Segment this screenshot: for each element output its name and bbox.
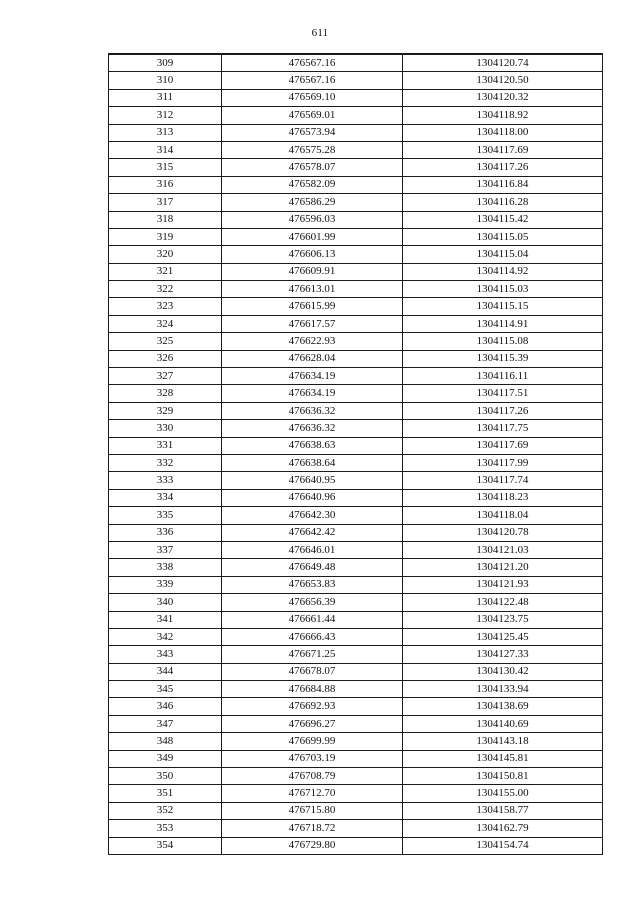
point-number-cell: 350 [109, 768, 222, 785]
point-number-cell: 339 [109, 576, 222, 593]
point-number-cell: 354 [109, 837, 222, 854]
x-coordinate-cell: 476699.99 [222, 733, 403, 750]
y-coordinate-cell: 1304118.00 [403, 124, 603, 141]
point-number-cell: 312 [109, 107, 222, 124]
x-coordinate-cell: 476661.44 [222, 611, 403, 628]
x-coordinate-cell: 476708.79 [222, 768, 403, 785]
y-coordinate-cell: 1304117.99 [403, 454, 603, 471]
point-number-cell: 333 [109, 472, 222, 489]
y-coordinate-cell: 1304120.50 [403, 72, 603, 89]
y-coordinate-cell: 1304150.81 [403, 768, 603, 785]
table-row [109, 420, 603, 437]
x-coordinate-cell: 476678.07 [222, 663, 403, 680]
point-number-cell: 334 [109, 489, 222, 506]
point-number-cell: 310 [109, 72, 222, 89]
point-number-cell: 324 [109, 315, 222, 332]
x-coordinate-cell: 476666.43 [222, 628, 403, 645]
x-coordinate-cell: 476613.01 [222, 281, 403, 298]
point-number-cell: 352 [109, 802, 222, 819]
table-row [109, 246, 603, 263]
y-coordinate-cell: 1304121.20 [403, 559, 603, 576]
point-number-cell: 318 [109, 211, 222, 228]
y-coordinate-cell: 1304123.75 [403, 611, 603, 628]
table-row [109, 681, 603, 698]
table-row [109, 54, 603, 72]
y-coordinate-cell: 1304138.69 [403, 698, 603, 715]
table-row [109, 263, 603, 280]
point-number-cell: 336 [109, 524, 222, 541]
page-number: 611 [311, 27, 329, 39]
table-row [109, 385, 603, 402]
y-coordinate-cell: 1304121.03 [403, 541, 603, 558]
x-coordinate-cell: 476596.03 [222, 211, 403, 228]
y-coordinate-cell: 1304118.92 [403, 107, 603, 124]
point-number-cell: 344 [109, 663, 222, 680]
x-coordinate-cell: 476638.63 [222, 437, 403, 454]
y-coordinate-cell: 1304140.69 [403, 715, 603, 732]
table-row [109, 350, 603, 367]
table-row [109, 298, 603, 315]
y-coordinate-cell: 1304115.04 [403, 246, 603, 263]
y-coordinate-cell: 1304162.79 [403, 820, 603, 837]
y-coordinate-cell: 1304115.15 [403, 298, 603, 315]
x-coordinate-cell: 476671.25 [222, 646, 403, 663]
table-row [109, 785, 603, 802]
x-coordinate-cell: 476640.95 [222, 472, 403, 489]
x-coordinate-cell: 476636.32 [222, 420, 403, 437]
coordinates-table-body [109, 54, 603, 854]
x-coordinate-cell: 476606.13 [222, 246, 403, 263]
table-row [109, 281, 603, 298]
table-row [109, 663, 603, 680]
point-number-cell: 311 [109, 89, 222, 106]
table-row [109, 837, 603, 854]
y-coordinate-cell: 1304120.32 [403, 89, 603, 106]
point-number-cell: 332 [109, 454, 222, 471]
table-row [109, 611, 603, 628]
y-coordinate-cell: 1304116.84 [403, 176, 603, 193]
y-coordinate-cell: 1304155.00 [403, 785, 603, 802]
table-row [109, 315, 603, 332]
point-number-cell: 316 [109, 176, 222, 193]
x-coordinate-cell: 476622.93 [222, 333, 403, 350]
point-number-cell: 349 [109, 750, 222, 767]
point-number-cell: 346 [109, 698, 222, 715]
y-coordinate-cell: 1304117.75 [403, 420, 603, 437]
point-number-cell: 335 [109, 507, 222, 524]
table-row [109, 594, 603, 611]
x-coordinate-cell: 476569.01 [222, 107, 403, 124]
table-row [109, 454, 603, 471]
x-coordinate-cell: 476653.83 [222, 576, 403, 593]
table-row [109, 750, 603, 767]
y-coordinate-cell: 1304125.45 [403, 628, 603, 645]
table-row [109, 72, 603, 89]
point-number-cell: 313 [109, 124, 222, 141]
x-coordinate-cell: 476703.19 [222, 750, 403, 767]
point-number-cell: 317 [109, 194, 222, 211]
y-coordinate-cell: 1304158.77 [403, 802, 603, 819]
y-coordinate-cell: 1304117.69 [403, 437, 603, 454]
table-row [109, 802, 603, 819]
x-coordinate-cell: 476692.93 [222, 698, 403, 715]
x-coordinate-cell: 476634.19 [222, 368, 403, 385]
x-coordinate-cell: 476609.91 [222, 263, 403, 280]
table-row [109, 194, 603, 211]
table-row [109, 507, 603, 524]
y-coordinate-cell: 1304120.78 [403, 524, 603, 541]
table-row [109, 820, 603, 837]
point-number-cell: 345 [109, 681, 222, 698]
point-number-cell: 321 [109, 263, 222, 280]
x-coordinate-cell: 476684.88 [222, 681, 403, 698]
point-number-cell: 340 [109, 594, 222, 611]
point-number-cell: 342 [109, 628, 222, 645]
point-number-cell: 325 [109, 333, 222, 350]
table-row [109, 89, 603, 106]
table-row [109, 176, 603, 193]
point-number-cell: 328 [109, 385, 222, 402]
table-row [109, 124, 603, 141]
point-number-cell: 314 [109, 141, 222, 158]
point-number-cell: 331 [109, 437, 222, 454]
x-coordinate-cell: 476715.80 [222, 802, 403, 819]
table-row [109, 141, 603, 158]
table-row [109, 715, 603, 732]
table-row [109, 472, 603, 489]
table-row [109, 107, 603, 124]
point-number-cell: 326 [109, 350, 222, 367]
x-coordinate-cell: 476615.99 [222, 298, 403, 315]
x-coordinate-cell: 476646.01 [222, 541, 403, 558]
point-number-cell: 322 [109, 281, 222, 298]
table-row [109, 402, 603, 419]
x-coordinate-cell: 476636.32 [222, 402, 403, 419]
y-coordinate-cell: 1304120.74 [403, 54, 603, 72]
point-number-cell: 319 [109, 228, 222, 245]
x-coordinate-cell: 476656.39 [222, 594, 403, 611]
point-number-cell: 338 [109, 559, 222, 576]
table-row [109, 733, 603, 750]
point-number-cell: 315 [109, 159, 222, 176]
table-row [109, 333, 603, 350]
y-coordinate-cell: 1304121.93 [403, 576, 603, 593]
table-row [109, 228, 603, 245]
table-row [109, 211, 603, 228]
point-number-cell: 320 [109, 246, 222, 263]
y-coordinate-cell: 1304115.03 [403, 281, 603, 298]
x-coordinate-cell: 476578.07 [222, 159, 403, 176]
point-number-cell: 341 [109, 611, 222, 628]
point-number-cell: 348 [109, 733, 222, 750]
x-coordinate-cell: 476642.30 [222, 507, 403, 524]
x-coordinate-cell: 476642.42 [222, 524, 403, 541]
point-number-cell: 327 [109, 368, 222, 385]
y-coordinate-cell: 1304143.18 [403, 733, 603, 750]
x-coordinate-cell: 476567.16 [222, 72, 403, 89]
table-row [109, 368, 603, 385]
x-coordinate-cell: 476638.64 [222, 454, 403, 471]
point-number-cell: 309 [109, 54, 222, 72]
y-coordinate-cell: 1304115.05 [403, 228, 603, 245]
x-coordinate-cell: 476729.80 [222, 837, 403, 854]
y-coordinate-cell: 1304114.91 [403, 315, 603, 332]
coordinates-table [108, 53, 603, 855]
x-coordinate-cell: 476617.57 [222, 315, 403, 332]
table-row [109, 576, 603, 593]
y-coordinate-cell: 1304127.33 [403, 646, 603, 663]
x-coordinate-cell: 476582.09 [222, 176, 403, 193]
y-coordinate-cell: 1304115.42 [403, 211, 603, 228]
y-coordinate-cell: 1304117.51 [403, 385, 603, 402]
x-coordinate-cell: 476696.27 [222, 715, 403, 732]
y-coordinate-cell: 1304116.28 [403, 194, 603, 211]
table-row [109, 524, 603, 541]
x-coordinate-cell: 476601.99 [222, 228, 403, 245]
table-row [109, 159, 603, 176]
x-coordinate-cell: 476586.29 [222, 194, 403, 211]
y-coordinate-cell: 1304115.08 [403, 333, 603, 350]
point-number-cell: 353 [109, 820, 222, 837]
y-coordinate-cell: 1304122.48 [403, 594, 603, 611]
x-coordinate-cell: 476575.28 [222, 141, 403, 158]
table-row [109, 559, 603, 576]
point-number-cell: 351 [109, 785, 222, 802]
y-coordinate-cell: 1304118.23 [403, 489, 603, 506]
point-number-cell: 347 [109, 715, 222, 732]
x-coordinate-cell: 476649.48 [222, 559, 403, 576]
table-row [109, 489, 603, 506]
point-number-cell: 330 [109, 420, 222, 437]
x-coordinate-cell: 476573.94 [222, 124, 403, 141]
table-row [109, 628, 603, 645]
y-coordinate-cell: 1304117.74 [403, 472, 603, 489]
point-number-cell: 337 [109, 541, 222, 558]
table-row [109, 437, 603, 454]
table-row [109, 768, 603, 785]
y-coordinate-cell: 1304114.92 [403, 263, 603, 280]
y-coordinate-cell: 1304133.94 [403, 681, 603, 698]
x-coordinate-cell: 476567.16 [222, 54, 403, 72]
x-coordinate-cell: 476569.10 [222, 89, 403, 106]
y-coordinate-cell: 1304117.69 [403, 141, 603, 158]
table-row [109, 698, 603, 715]
y-coordinate-cell: 1304116.11 [403, 368, 603, 385]
y-coordinate-cell: 1304154.74 [403, 837, 603, 854]
y-coordinate-cell: 1304115.39 [403, 350, 603, 367]
y-coordinate-cell: 1304130.42 [403, 663, 603, 680]
x-coordinate-cell: 476718.72 [222, 820, 403, 837]
x-coordinate-cell: 476640.96 [222, 489, 403, 506]
point-number-cell: 323 [109, 298, 222, 315]
y-coordinate-cell: 1304118.04 [403, 507, 603, 524]
point-number-cell: 329 [109, 402, 222, 419]
x-coordinate-cell: 476634.19 [222, 385, 403, 402]
y-coordinate-cell: 1304145.81 [403, 750, 603, 767]
table-row [109, 646, 603, 663]
point-number-cell: 343 [109, 646, 222, 663]
table-row [109, 541, 603, 558]
y-coordinate-cell: 1304117.26 [403, 402, 603, 419]
x-coordinate-cell: 476628.04 [222, 350, 403, 367]
x-coordinate-cell: 476712.70 [222, 785, 403, 802]
y-coordinate-cell: 1304117.26 [403, 159, 603, 176]
